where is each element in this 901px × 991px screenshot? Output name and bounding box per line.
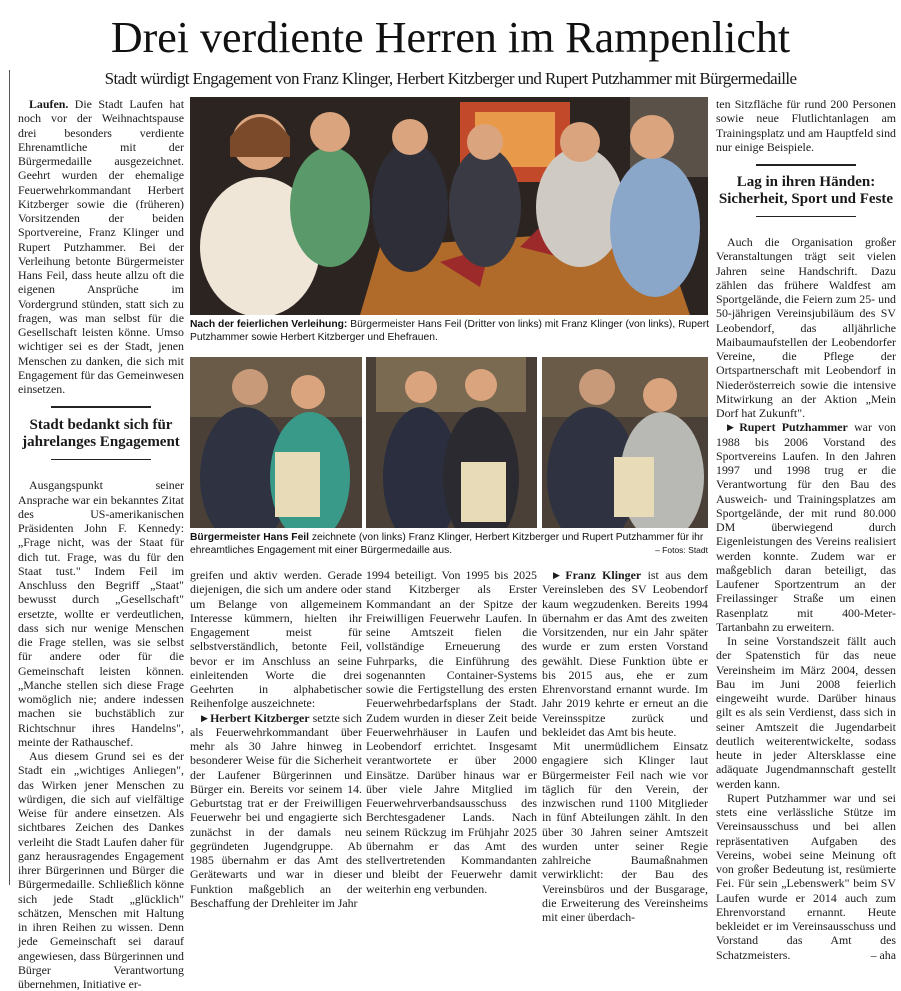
triangle-right-icon: ▶ [553,570,564,580]
lead-paragraph: Laufen. Die Stadt Laufen hat noch vor der Weihnachtspause drei besonders verdiente Ehrenamtliche mit der Bürgermedaille ausgezeichnet. Geehrt wurden der ehemalige Feuerwehrkommandant Herbert Kitzberger sowie die (früheren) Vorsitzenden der beiden Sportvereine, Franz Klinger und Rupert Putzhammer. Bei der Verleihung betonte Bürgermeister Hans Feil, dass heute allzu oft die eigenen Ansprüche im Vordergrund stünden, statt sich zu fragen, was man selbst für die Gesellschaft leisten könne. Umso wichtiger sei es der Stadt, jenen Menschen zu danken, die sich mit Engagement für das Gemeinwesen einsetzen. [18,97,184,396]
paragraph-klinger: ▶ Franz Klinger ist aus dem Vereinsleben des SV Leobendorf kaum wegzudenken. Bereits 1994 übernahm er das Amt des zweiten Vorsitzenden, nur ein Jahr später wurde er zum ersten Vorstand gewählt. Diese Funktion übte er bis 2015 aus, ehe er zum Ehrenvorstand ernannt wurde. Im Jahr 2019 kehrte er erneut an die Vereinsspitze zurück und bekleidet das Amt bis heute. [542,568,708,739]
column-4 [542,568,708,924]
subtitle: Stadt würdigt Engagement von Franz Klinger, Herbert Kitzberger und Rupert Putzhammer mit Bürgermedaille [104,69,797,88]
column-1 [18,97,184,991]
paragraph: ten Sitzfläche für rund 200 Personen sowie neue Flutlichtanlagen am Trainingsplatz und am Hauptfeld sind nur einige Beispiele. [716,97,896,154]
triangle-right-icon: ▶ [201,712,209,723]
main-photo [190,97,708,315]
subheading: Stadt bedankt sich für jahrelanges Engagement [22,416,180,450]
photo-klinger [190,357,362,528]
photo-putzhammer [542,357,708,528]
headline: Drei verdiente Herren im Rampenlicht [110,13,791,62]
photo-kitzberger [366,357,537,528]
paragraph: Ausgangspunkt seiner Ansprache war ein bekanntes Zitat des US-amerikanischen Präsidenten John F. Kennedy: „Frage nicht, was der Staat für dich tut. Frage, was du für den Staat tust." Indem Feil im Anschluss den Begriff „Staat" bewusst durch „Gesellschaft" ersetzte, wollte er verdeutlichen, dass sich nur wenige Menschen die Frage stellen, was sie selbst für andere oder für die Gemeinschaft leisten können. „Manche stellen sich diese Frage womöglich nie; andere indessen machen sie buchstäblich zur Richtschnur ihres Handelns", meinte der Rathauschef. [18,478,184,749]
subheading: Lag in ihren Händen: Sicherheit, Sport und Feste [718,173,894,207]
dateline: Laufen. [29,97,69,111]
triangle-right-icon: ▶ [727,422,738,433]
photo-credit: – Fotos: Stadt [655,545,708,555]
paragraph: Aus diesem Grund sei es der Stadt ein „wichtiges Anliegen", das Wirken jener Menschen zu würdigen, die sich auf vielfältige Weise für andere einsetzen. Als sichtbares Zeichen des Dankes verleiht die Stadt Laufen daher für ganz herausragendes Engagement ihrer Bürgerinnen und Bürger die Bürgermedaille. Schließlich könne sich jede Stadt „glücklich" schätzen, Menschen mit Haltung in ihren Reihen zu wissen. Denn jede Gemeinschaft sei darauf angewiesen, dass Bürgerinnen und Bürger Verantwortung übernehmen, Initiative er- [18,749,184,991]
paragraph: Rupert Putzhammer war und sei stets eine verlässliche Stütze im Vereinsausschuss und bei allen repräsentativen Aufgaben des Vereins, wobei seine Meinung oft von großer Bedeutung ist, resümierte Fei. Für sein „Lebenswerk" beim SV Laufen wurde er 2014 auch zum Ehrenvorstand ernannt. Heute bekleidet er im Vereinsausschuss und Vorstand das Amt des Schatzmeisters. – aha [716,790,896,962]
paragraph-putzhammer: ▶ Rupert Putzhammer war von 1988 bis 2006 Vorstand des Sportvereins Laufen. In den Jahren 1997 und 1998 trug er die Verantwortung für den Bau des Ausweich- und Trainingsplatzes am Sportgelände, der mit rund 80.000 DM überwiegend durch Eigenleistungen des Vereins realisiert werden konnte. Zudem war er maßgeblich daran beteiligt, das Laufener Sportzentrum an der Freilassinger Straße um einen Rasenplatz mit 400-Meter-Tartanbahn zu erweitern. [716,420,896,634]
paragraph: In seine Vorstandszeit fällt auch der Spatenstich für das neue Vereinsheim im März 2004, dessen Bau im Juni 2008 feierlich eingeweiht wurde. Darüber hinaus gilt es als sein Verdienst, dass sich in seiner Amtszeit die Jugendarbeit deutlich weiterentwickelte, sodass heute in jeder Altersklasse eine adäquate Jugendmannschaft gestellt werden kann. [716,634,896,791]
paragraph-kitzberger: ▶ Herbert Kitzberger setzte sich als Feuerwehrkommandant über mehr als 30 Jahre hinweg in besonderer Weise für die Sicherheit der Laufener Bürgerinnen und Bürger ein. Bereits vor seinem 14. Geburtstag trat er der Freiwilligen Feuerwehr bei und engagierte sich zunächst in der damals neu gegründeten Jugendgruppe. Ab 1985 übernahm er das Amt des Gerätewarts und war in dieser Funktion maßgeblich an der Beschaffung der Drehleiter im Jahr [190,710,362,910]
column-3 [366,568,537,896]
column-5 [716,97,896,962]
paragraph: Mit unermüdlichem Einsatz engagiere sich Klinger laut Bürgermeister Feil nach wie vor täglich für den Verein, der inzwischen rund 1100 Mitglieder in fünf Abteilungen zählt. In den über 30 Jahren seiner Amtszeit wurden unter seiner Regie zahlreiche Baumaßnahmen verwirklicht: der Bau des Vereinsbüros und der Busgarage, die Erweiterung des Vereinsheims mit einer überdach- [542,739,708,924]
paragraph: Auch die Organisation großer Veranstaltungen trägt seit vielen Jahren seine Handschrift. Dazu zählen das frühere Waldfest am Sportgelände, die Feiern zum 25- und 50-jährigen Vereinsjubiläum des SV Leobendorf, das alljährliche Maibaumaufstellen der Leobendorfer Vereine, die Pflege der Ortspartnerschaft mit Leobendorf in Niederösterreich sowie die intensive Mitwirkung an der Aktion „Mein Dorf hat Zukunft". [716,235,896,420]
paragraph: greifen und aktiv werden. Gerade diejenigen, die sich um andere oder um Belange von allgemeinem Interesse kümmern, hielten ihr Engagement meist für selbstverständlich, betonte Feil, bevor er im Anschluss an seine einleitenden Worte die drei Geehrten in alphabetischer Reihenfolge auszeichnete: [190,568,362,711]
author-initials: – aha [870,947,896,962]
column-2 [190,568,362,910]
column-edge-rule [9,70,10,885]
main-photo-caption: Nach der feierlichen Verleihung: Bürgermeister Hans Feil (Dritter von links) mit Franz Klinger (von links), Rupert Putzhammer sowie Herbert Kitzberger und Ehefrauen. [190,319,709,343]
photo-series-caption: Bürgermeister Hans Feil zeichnete (von links) Franz Klinger, Herbert Kitzberger und Rupert Putzhammer für ihr ehreamtliches Engagement mit einer Bürgermedaille aus. – Fotos: Stadt [190,532,708,556]
paragraph: 1994 beteiligt. Von 1995 bis 2025 stand Kitzberger als Erster Kommandant an der Spitze der Freiwilligen Feuerwehr Laufen. In seine Amtszeit fielen die vollständige Erneuerung des Fuhrparks, die Einführung des sogenannten Container-Systems sowie die Fertigstellung des ersten Feuerwehrbedarfsplans der Stadt. Zudem wurden in dieser Zeit beide Feuerwehrhäuser in Laufen und Leobendorf errichtet. Insgesamt verantwortete er über 2000 Einsätze. Darüber hinaus war er über viele Jahre Mitglied im Feuerwehrverbandsausschuss des Berchtesgadener Lands. Nach seinem Rückzug im Frühjahr 2025 übernahm er das Amt des stellvertretenden Kommandanten und bleibt der Feuerwehr damit weiterhin eng verbunden. [366,568,537,896]
